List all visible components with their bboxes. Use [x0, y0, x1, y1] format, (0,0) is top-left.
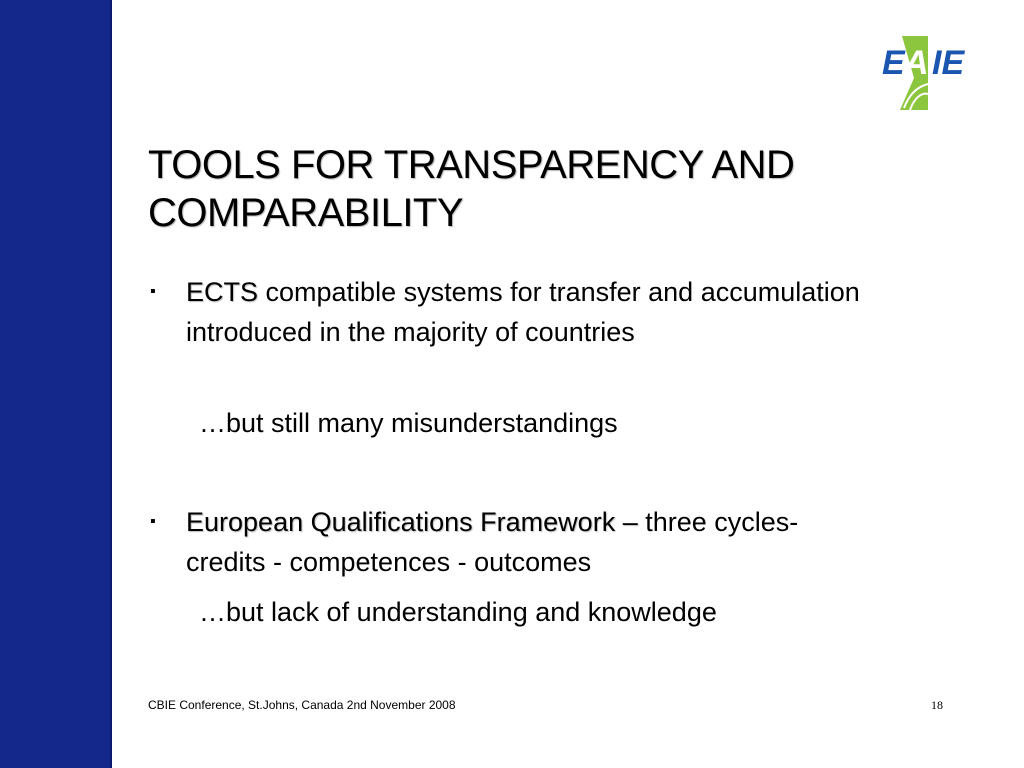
svg-text:A: A	[904, 44, 929, 82]
bullet-ects-sub: …but still many misunderstandings	[199, 408, 618, 438]
slide-title-line-2: COMPARABILITY	[148, 191, 464, 235]
left-accent-bar	[0, 0, 112, 768]
slide-title	[148, 141, 948, 237]
bullet-ects-body: compatible systems for transfer and accumulation introduced in the majority of countries	[186, 277, 860, 347]
eaie-logo	[880, 34, 990, 114]
footer-text: CBIE Conference, St.Johns, Canada 2nd November 2008	[148, 698, 456, 712]
bullet-ects-text	[186, 272, 868, 352]
bullet-eqf	[148, 502, 868, 582]
bullet-ects	[148, 272, 868, 352]
bullet-eqf-sub: …but lack of understanding and knowledge	[199, 597, 717, 627]
page-number: 18	[931, 698, 943, 712]
bullet-marker-icon: ▪	[150, 283, 156, 300]
svg-text:E: E	[882, 44, 905, 82]
eaie-logo-graphic	[880, 34, 990, 114]
bullet-eqf-body: three cycles- credits - competences - outcomes	[186, 507, 799, 577]
bullet-marker-icon: ▪	[150, 513, 156, 530]
bullet-eqf-keyword: European Qualifications Framework –	[186, 507, 638, 537]
slide-title-line-1: TOOLS FOR TRANSPARENCY AND	[148, 143, 795, 187]
bullet-ects-keyword: ECTS	[186, 277, 259, 307]
svg-text:IE: IE	[932, 44, 965, 82]
bullet-eqf-text	[186, 502, 868, 582]
